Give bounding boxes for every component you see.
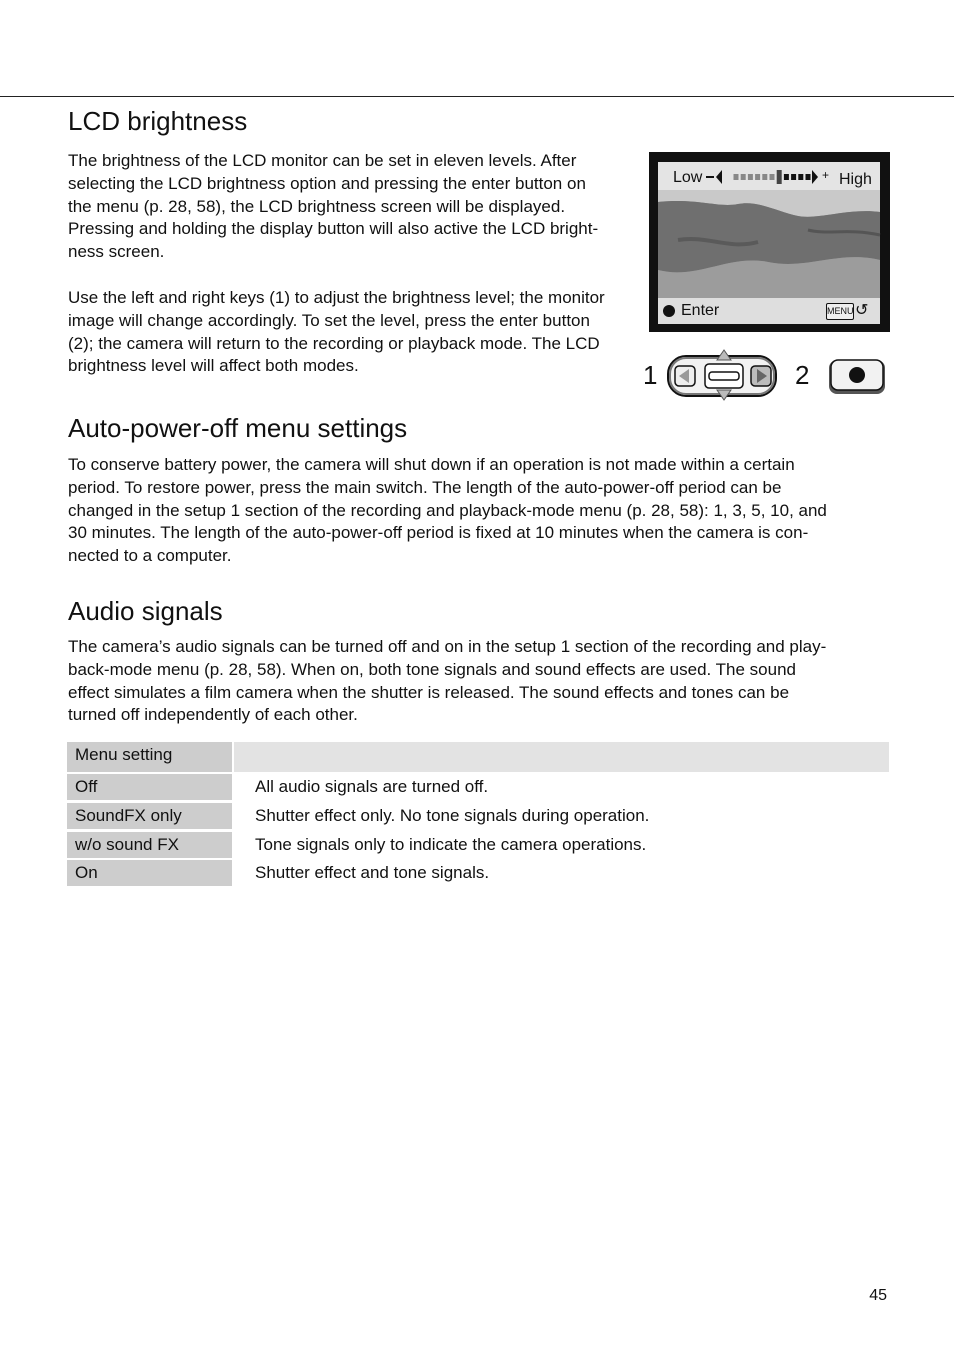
brightness-tick <box>806 174 811 180</box>
table-row <box>67 803 889 829</box>
low-label: Low <box>673 169 703 186</box>
text-line: changed in the setup 1 section of the recording and playback-mode menu (p. 28, 58): 1, 3, 5, 10, and <box>68 500 827 520</box>
table-setting-cell <box>67 803 232 829</box>
brightness-tick <box>755 174 760 180</box>
table-setting-cell <box>67 832 232 858</box>
page-number: 45 <box>869 1287 887 1304</box>
lcd-footer <box>658 298 880 324</box>
lcd-brightness-screen <box>649 152 890 332</box>
text-line: Pressing and holding the display button will also active the LCD bright- <box>68 219 599 239</box>
brightness-tick <box>741 174 746 180</box>
brightness-tick <box>798 174 803 180</box>
control-label-1: 1 <box>643 360 658 390</box>
text-line: Use the left and right keys (1) to adjust the brightness level; the monitor <box>68 288 605 307</box>
text-line: period. To restore power, press the main switch. The length of the auto-power-off period can be <box>68 477 782 497</box>
landscape-photo <box>658 190 880 298</box>
text-line: image will change accordingly. To set the level, press the enter button <box>68 310 590 330</box>
setting-label: On <box>75 863 98 882</box>
table-setting-cell <box>67 860 232 886</box>
text-line: The camera’s audio signals can be turned off and on in the setup 1 section of the recording and play- <box>68 637 827 656</box>
lcd-brightness-bar <box>658 162 880 190</box>
high-label: High <box>839 171 872 188</box>
svg-text:+: + <box>822 168 830 182</box>
brightness-tick <box>784 174 789 180</box>
table-row <box>67 774 889 800</box>
text-line: brightness level will affect both modes. <box>68 356 359 376</box>
control-label-2: 2 <box>795 360 810 390</box>
brightness-tick <box>770 174 775 180</box>
audio-signals-para <box>68 636 898 727</box>
brightness-tick <box>791 174 796 180</box>
lcd-brightness-heading: LCD brightness <box>68 106 248 136</box>
brightness-tick <box>748 174 753 180</box>
lcd-screen-inner <box>658 162 880 324</box>
setting-description: Shutter effect and tone signals. <box>255 863 490 882</box>
text-line: (2); the camera will return to the recording or playback mode. The LCD <box>68 333 600 353</box>
setting-label: Off <box>75 777 98 796</box>
text-line: ness screen. <box>68 242 165 262</box>
setting-label: w/o sound FX <box>75 835 179 854</box>
table-header-fill <box>234 742 889 772</box>
enter-button-icon <box>827 356 887 398</box>
table-row <box>67 860 889 886</box>
setting-label: SoundFX only <box>75 806 182 825</box>
brightness-scale-icon <box>706 167 830 187</box>
header-rule <box>0 96 954 97</box>
text-line: To conserve battery power, the camera will shut down if an operation is not made within a certain <box>68 455 795 474</box>
table-header-cell <box>67 742 232 772</box>
table-setting-cell <box>67 774 232 800</box>
lcd-brightness-para2 <box>68 287 658 378</box>
text-line: nected to a computer. <box>68 546 232 566</box>
menu-back-icon <box>826 303 854 320</box>
brightness-tick <box>762 174 767 180</box>
audio-signals-heading: Audio signals <box>68 596 223 626</box>
brightness-tick <box>734 174 739 180</box>
table-header-label: Menu setting <box>75 745 173 764</box>
lcd-preview-photo <box>658 190 880 298</box>
controller-keys-icon <box>665 350 779 400</box>
menu-icon-label: MENU <box>827 306 854 316</box>
text-line: back-mode menu (p. 28, 58). When on, both tone signals and sound effects are used. The sound <box>68 659 797 679</box>
setting-description: Shutter effect only. No tone signals during operation. <box>255 806 650 825</box>
brightness-tick <box>777 170 782 184</box>
auto-power-off-para <box>68 454 898 568</box>
auto-power-off-heading: Auto-power-off menu settings <box>68 413 408 443</box>
text-line: turned off independently of each other. <box>68 705 358 725</box>
return-arrow-icon: ↺ <box>855 302 869 319</box>
text-line: The brightness of the LCD monitor can be set in eleven levels. After <box>68 151 577 170</box>
text-line: the menu (p. 28, 58), the LCD brightness screen will be displayed. <box>68 196 566 216</box>
lcd-brightness-para1 <box>68 150 648 264</box>
table-header-row <box>67 742 889 772</box>
enter-dot-icon <box>663 305 675 317</box>
setting-description: Tone signals only to indicate the camera operations. <box>255 835 647 854</box>
table-row <box>67 832 889 858</box>
text-line: effect simulates a film camera when the shutter is released. The sound effects and tones can be <box>68 682 790 702</box>
text-line: selecting the LCD brightness option and pressing the enter button on <box>68 173 586 193</box>
setting-description: All audio signals are turned off. <box>255 777 489 796</box>
enter-label: Enter <box>681 302 720 319</box>
text-line: 30 minutes. The length of the auto-power-off period is fixed at 10 minutes when the camera is con- <box>68 523 809 543</box>
